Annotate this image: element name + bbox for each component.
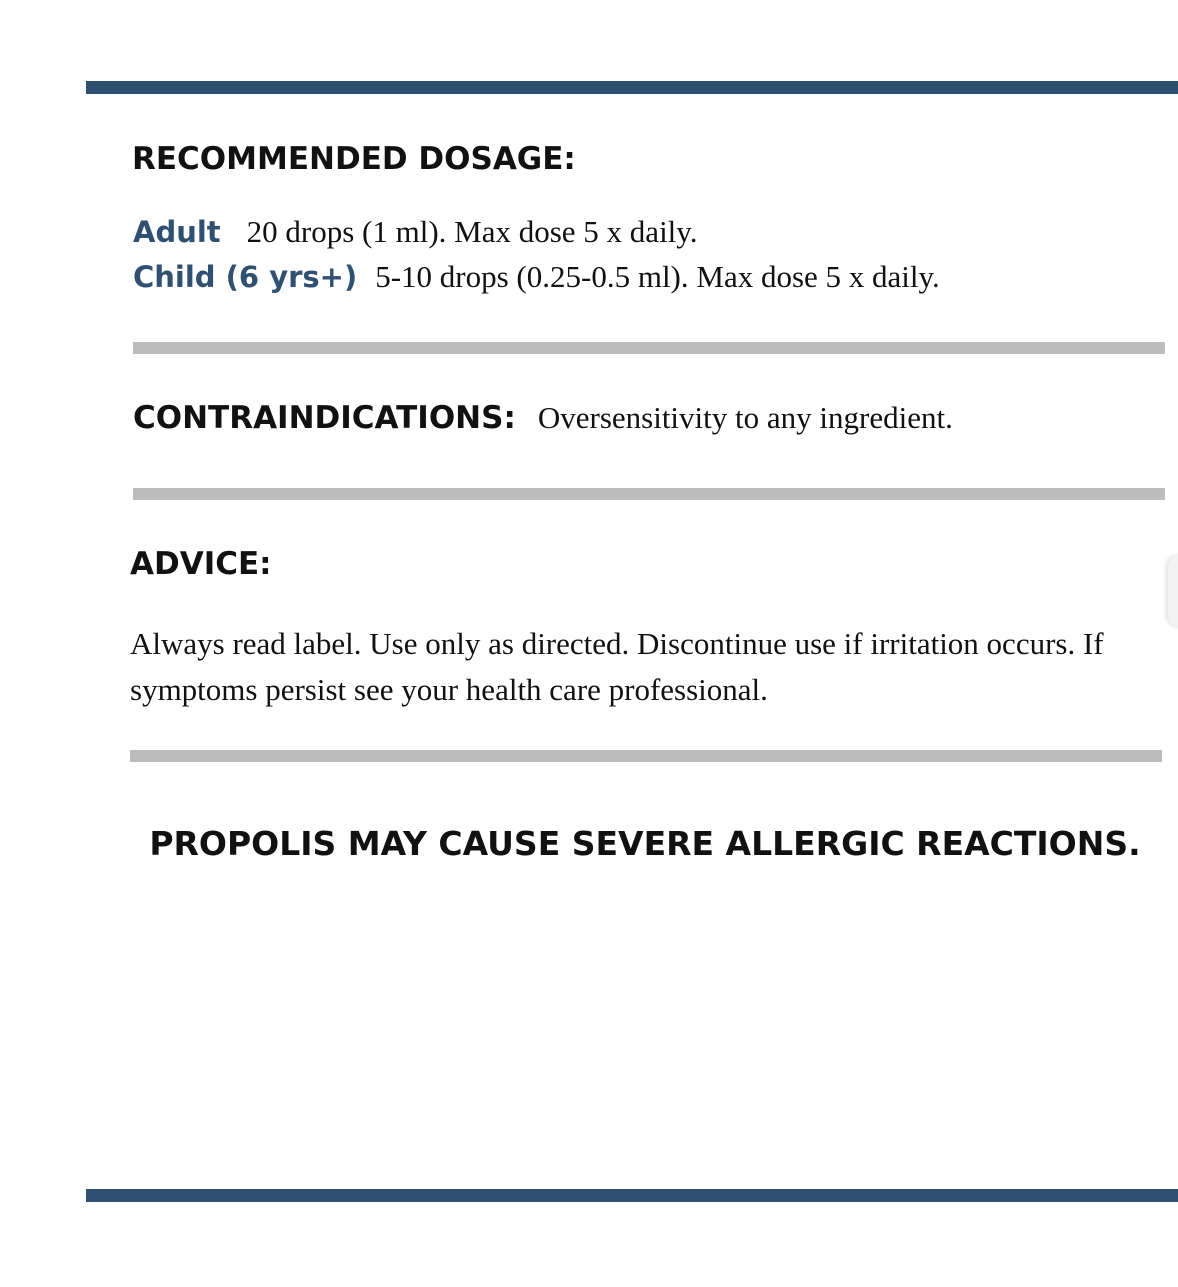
- contraindications-row: [133, 402, 953, 434]
- allergy-warning: PROPOLIS MAY CAUSE SEVERE ALLERGIC REACTIONS.: [149, 824, 1141, 863]
- child-dosage-text: 5-10 drops (0.25-0.5 ml). Max dose 5 x daily.: [375, 259, 940, 294]
- divider-contraindications: [133, 488, 1165, 500]
- adult-dosage-row: [133, 216, 698, 247]
- divider-dosage: [133, 342, 1165, 354]
- bottom-border-rule: [86, 1189, 1178, 1202]
- adult-dosage-text: 20 drops (1 ml). Max dose 5 x daily.: [246, 214, 698, 249]
- divider-advice: [130, 750, 1162, 762]
- child-dosage-row: [133, 261, 940, 292]
- contraindications-text: Oversensitivity to any ingredient.: [537, 400, 953, 435]
- contraindications-heading: CONTRAINDICATIONS:: [133, 400, 516, 436]
- side-scroll-handle[interactable]: [1168, 555, 1178, 627]
- advice-heading: ADVICE:: [130, 546, 272, 582]
- adult-label: Adult: [133, 215, 221, 249]
- advice-text: Always read label. Use only as directed. Discontinue use if irritation occurs. If symptoms persist see your health care professional.: [130, 626, 1104, 707]
- child-label: Child (6 yrs+): [133, 260, 358, 294]
- dosage-heading: RECOMMENDED DOSAGE:: [132, 141, 576, 177]
- top-border-rule: [86, 81, 1178, 94]
